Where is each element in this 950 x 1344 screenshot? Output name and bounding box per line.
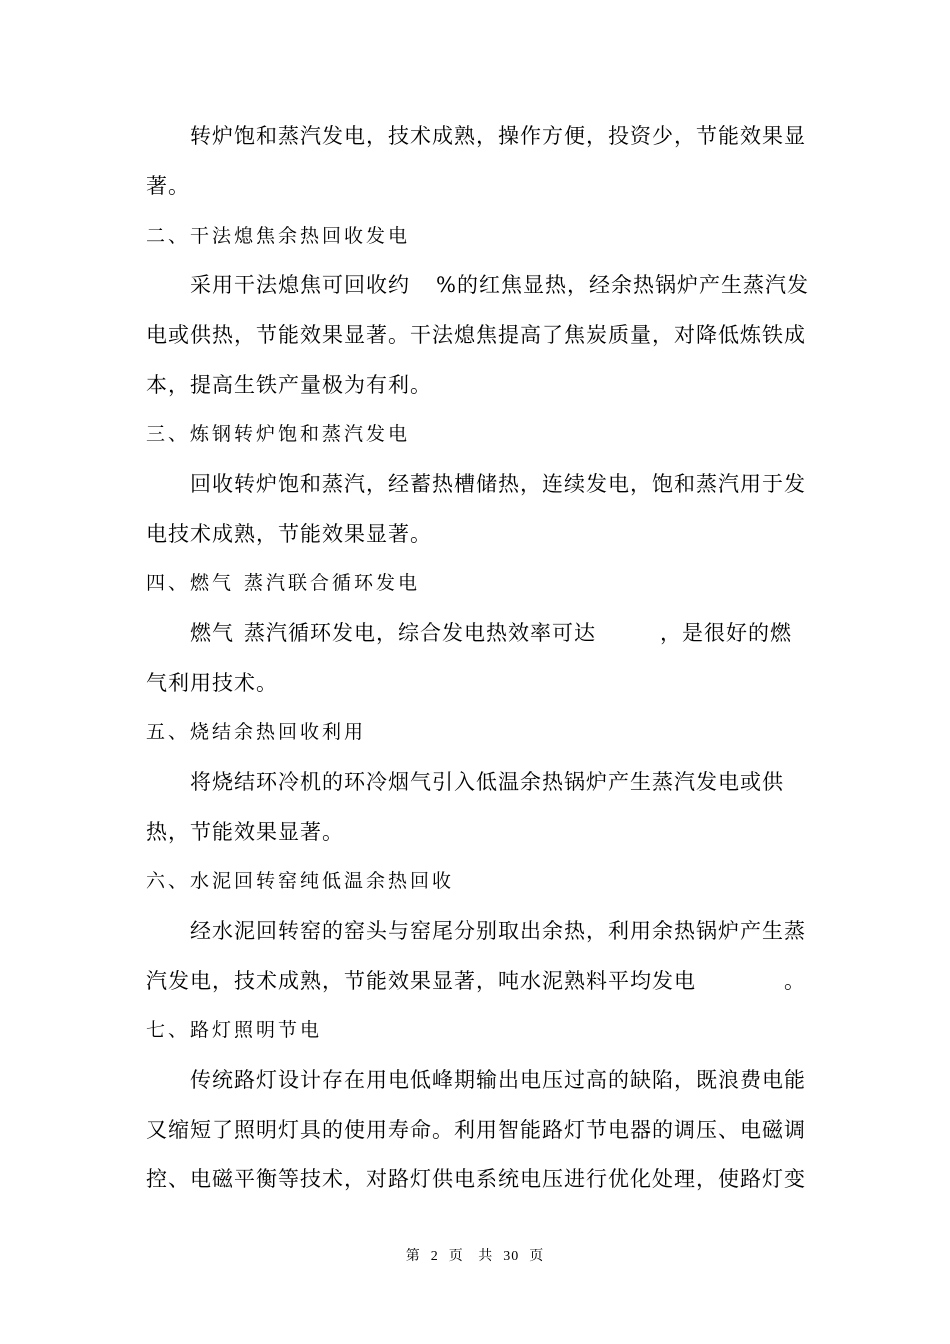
paragraph-line: 汽发电，技术成熟，节能效果显著，吨水泥熟料平均发电 。	[146, 969, 806, 993]
section-heading-4: 四、燃气 蒸汽联合循环发电	[146, 572, 421, 594]
paragraph-line: 传统路灯设计存在用电低峰期输出电压过高的缺陷，既浪费电能	[190, 1068, 806, 1092]
footer-total-pages: 30	[503, 1249, 520, 1264]
paragraph-line: 气利用技术。	[146, 671, 278, 695]
footer-page-unit: 页	[448, 1249, 464, 1264]
paragraph-line: 回收转炉饱和蒸汽，经蓄热槽储热，连续发电，饱和蒸汽用于发	[190, 472, 806, 496]
footer-total-prefix: 共	[478, 1249, 494, 1264]
section-heading-6: 六、水泥回转窑纯低温余热回收	[146, 870, 455, 892]
paragraph-line: 电或供热，节能效果显著。干法熄焦提高了焦炭质量，对降低炼铁成	[146, 323, 806, 347]
paragraph-line: 控、电磁平衡等技术，对路灯供电系统电压进行优化处理，使路灯变	[146, 1167, 806, 1191]
paragraph-line: 将烧结环冷机的环冷烟气引入低温余热锅炉产生蒸汽发电或供	[190, 770, 784, 794]
section-heading-5: 五、烧结余热回收利用	[146, 721, 367, 743]
section-heading-3: 三、炼钢转炉饱和蒸汽发电	[146, 423, 411, 445]
paragraph-line: 著。	[146, 174, 190, 198]
page-footer	[0, 1247, 950, 1267]
footer-total-unit: 页	[529, 1249, 545, 1264]
section-heading-7: 七、路灯照明节电	[146, 1019, 323, 1041]
footer-prefix: 第	[405, 1249, 421, 1264]
paragraph-line: 经水泥回转窑的窑头与窑尾分别取出余热，利用余热锅炉产生蒸	[190, 919, 806, 943]
paragraph-line: 本，提高生铁产量极为有利。	[146, 373, 432, 397]
paragraph-line: 转炉饱和蒸汽发电，技术成熟，操作方便，投资少，节能效果显	[190, 124, 806, 148]
paragraph-line: 燃气 蒸汽循环发电，综合发电热效率可达 ，是很好的燃	[190, 621, 792, 645]
paragraph-line: 又缩短了照明灯具的使用寿命。利用智能路灯节电器的调压、电磁调	[146, 1118, 806, 1142]
paragraph-line: 采用干法熄焦可回收约 %的红焦显热，经余热锅炉产生蒸汽发	[190, 273, 809, 297]
section-heading-2: 二、干法熄焦余热回收发电	[146, 225, 411, 247]
footer-page-number: 2	[430, 1249, 439, 1264]
paragraph-line: 热，节能效果显著。	[146, 820, 344, 844]
paragraph-line: 电技术成熟，节能效果显著。	[146, 522, 432, 546]
